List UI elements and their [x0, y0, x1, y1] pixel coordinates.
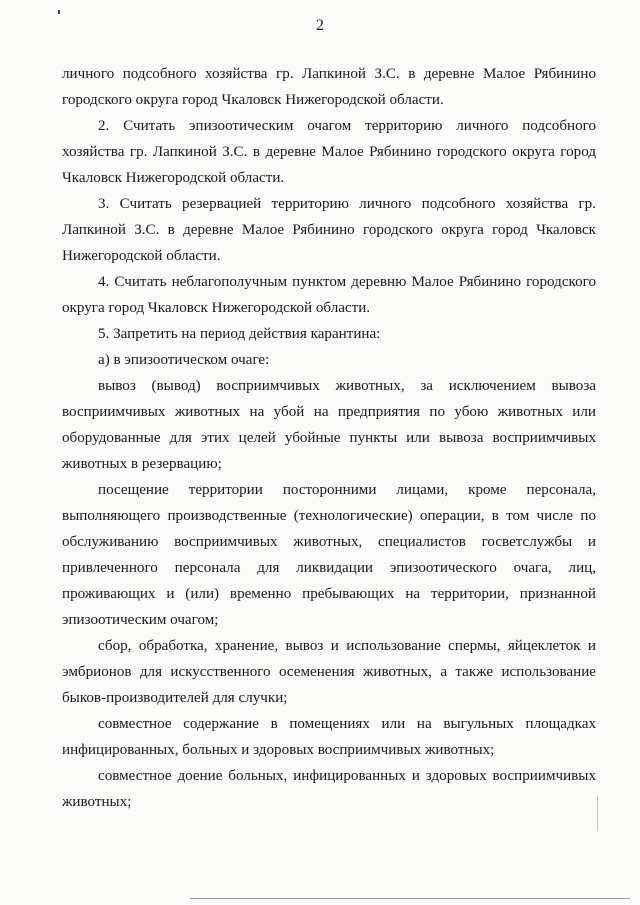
paragraph-joint-milking-ban: совместное доение больных, инфицированных и здоровых восприимчивых животных; [62, 768, 596, 810]
paragraph-item-5: 5. Запретить на период действия карантина: [98, 326, 381, 342]
document-body [62, 61, 596, 815]
paragraph-joint-keeping-ban: совместное содержание в помещениях или на выгульных площадках инфицированных, больных и здоровых восприимчивых животных; [62, 716, 596, 758]
paragraph-subitem-a: а) в эпизоотическом очаге: [98, 352, 270, 368]
scan-bottom-line [190, 898, 630, 899]
scan-artifact-mark [58, 10, 60, 14]
paragraph-item-3: 3. Считать резервацией территорию личного подсобного хозяйства гр. Лапкиной З.С. в деревне Малое Рябинино городского округа город Чкаловск Нижегородской области. [62, 196, 596, 264]
scan-edge-line [597, 796, 598, 830]
paragraph-sperm-ban: сбор, обработка, хранение, вывоз и использование спермы, яйцеклеток и эмбрионов для искусственного осеменения животных, а также использование быков-производителей для случки; [62, 638, 596, 706]
paragraph-export-ban: вывоз (вывод) восприимчивых животных, за исключением вывоза восприимчивых животных на убой на предприятия по убою животных или оборудованные для этих целей убойные пункты или вывоза восприимчивых животных в резервацию; [62, 378, 596, 472]
page-number: 2 [316, 17, 324, 34]
paragraph-visit-ban: посещение территории посторонними лицами, кроме персонала, выполняющего производственные (технологические) операции, в том числе по обслуживанию восприимчивых животных, специалистов госветслужбы и привлеченного персонала для ликвидации эпизоотического очага, лиц, проживающих и (или) временно пребывающих на территории, признанной эпизоотическим очагом; [62, 482, 596, 628]
paragraph-continuation: личного подсобного хозяйства гр. Лапкиной З.С. в деревне Малое Рябинино городского округа город Чкаловск Нижегородской области. [62, 66, 596, 108]
paragraph-item-4: 4. Считать неблагополучным пунктом деревню Малое Рябинино городского округа город Чкаловск Нижегородской области. [62, 274, 596, 316]
paragraph-item-2: 2. Считать эпизоотическим очагом территорию личного подсобного хозяйства гр. Лапкиной З.С. в деревне Малое Рябинино городского округа город Чкаловск Нижегородской области. [62, 118, 596, 186]
